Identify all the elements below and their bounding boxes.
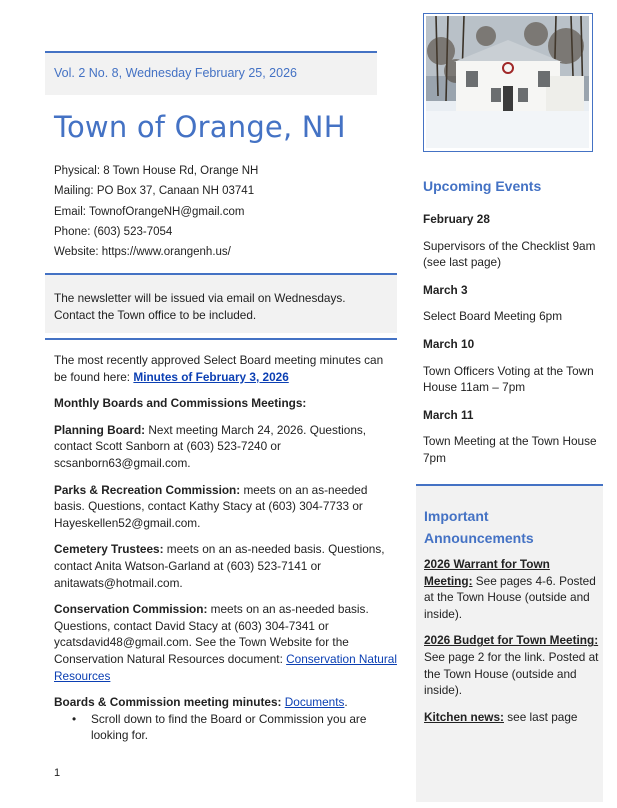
issue-banner xyxy=(45,51,377,95)
minutes-link[interactable]: Minutes of February 3, 2026 xyxy=(133,369,289,384)
contact-physical: Physical: 8 Town House Rd, Orange NH xyxy=(54,165,259,177)
contact-website: Website: https://www.orangenh.us/ xyxy=(54,246,231,259)
board-entry-parks xyxy=(54,482,399,532)
announcement-label: 2026 Budget for Town Meeting: xyxy=(424,633,599,648)
conservation-link[interactable]: Conservation Natural Resources xyxy=(54,651,397,683)
page-number: 1 xyxy=(54,767,61,779)
board-text: meets on an as-needed basis. Questions, contact Kathy Stacy at (603) 304-7733 or Hayeskellen52@gmail.com. xyxy=(54,482,368,530)
board-name: Cemetery Trustees: xyxy=(54,542,164,557)
board-text: meets on an as-needed basis. Questions, contact Anita Watson-Garland at (603) 523-7141 or anitawats@hotmail.com. xyxy=(54,542,385,590)
minutes-docs-after: . xyxy=(344,695,348,710)
town-house-photo xyxy=(423,13,593,152)
board-text: meets on an as-needed basis. Questions, contact David Stacy at (603) 304-7341 or ycatsdavid48@gmail.com. See the Town Website for the Conservation Natural Resources document: xyxy=(54,602,369,666)
board-name: Parks & Recreation Commission: xyxy=(54,482,241,497)
announcement-label: 2026 Warrant for Town Meeting: xyxy=(424,557,550,588)
town-title: Town of Orange, NH xyxy=(54,110,346,144)
announcement-text: See pages 4-6. Posted at the Town House (outside and inside). xyxy=(424,573,596,621)
announcements-panel xyxy=(416,484,603,802)
event-date: March 10 xyxy=(423,336,475,351)
documents-link[interactable]: Documents xyxy=(284,695,345,710)
event-date: March 3 xyxy=(423,282,468,297)
upcoming-events-list xyxy=(423,211,601,478)
board-entry-planning xyxy=(54,422,399,472)
bullet-text: Scroll down to find the Board or Commission you are looking for. xyxy=(91,711,367,743)
minutes-docs-label: Boards & Commission meeting minutes: xyxy=(54,695,282,710)
event-date: March 11 xyxy=(423,407,474,422)
event-desc: Town Officers Voting at the Town House 11am – 7pm xyxy=(423,363,594,395)
board-entry-conservation xyxy=(54,601,399,684)
announcement-item xyxy=(424,709,600,726)
announcement-item xyxy=(424,632,600,698)
announcements-title-line: Announcements xyxy=(424,530,534,546)
contact-mailing: Mailing: PO Box 37, Canaan NH 03741 xyxy=(54,185,255,198)
minutes-paragraph xyxy=(54,352,399,385)
boards-heading xyxy=(54,395,399,412)
announcements-body xyxy=(424,556,600,735)
board-entry-cemetery xyxy=(54,541,399,591)
contact-email: Email: TownofOrangeNH@gmail.com xyxy=(54,205,245,218)
announcement-item xyxy=(424,556,600,622)
announcement-label: Kitchen news: xyxy=(424,709,504,724)
main-body xyxy=(54,352,399,754)
minutes-docs-paragraph xyxy=(54,694,399,711)
notice-text: The newsletter will be issued via email on Wednesdays. Contact the Town office to be included. xyxy=(54,291,346,322)
contact-block xyxy=(54,161,258,262)
divider-rule xyxy=(45,338,397,340)
event-date: February 28 xyxy=(423,212,490,226)
upcoming-events-title: Upcoming Events xyxy=(423,178,542,194)
event-desc: Town Meeting at the Town House 7pm xyxy=(423,434,597,465)
announcement-text: See page 2 for the link. Posted at the Town House (outside and inside). xyxy=(424,649,599,698)
announcement-text: see last page xyxy=(503,709,578,724)
board-name: Planning Board: xyxy=(54,422,146,437)
event-desc: Supervisors of the Checklist 9am (see last page) xyxy=(423,238,596,270)
minutes-text: The most recently approved Select Board meeting minutes can be found here: xyxy=(54,353,384,384)
event-desc: Select Board Meeting 6pm xyxy=(423,309,563,324)
board-text: Next meeting March 24, 2026. Questions, contact Scott Sanborn at (603) 523-7240 or scsanborn63@gmail.com. xyxy=(54,422,367,470)
announcements-title-line: Important xyxy=(424,508,489,524)
list-item xyxy=(54,711,399,744)
contact-phone: Phone: (603) 523-7054 xyxy=(54,225,173,238)
issue-line: Vol. 2 No. 8, Wednesday February 25, 2026 xyxy=(54,66,297,80)
board-name: Conservation Commission: xyxy=(54,602,208,617)
announcements-title xyxy=(424,505,534,549)
newsletter-notice xyxy=(45,275,397,333)
town-house-illustration xyxy=(426,16,589,148)
bullet-icon: • xyxy=(72,711,77,726)
boards-heading-text: Monthly Boards and Commissions Meetings: xyxy=(54,396,307,411)
